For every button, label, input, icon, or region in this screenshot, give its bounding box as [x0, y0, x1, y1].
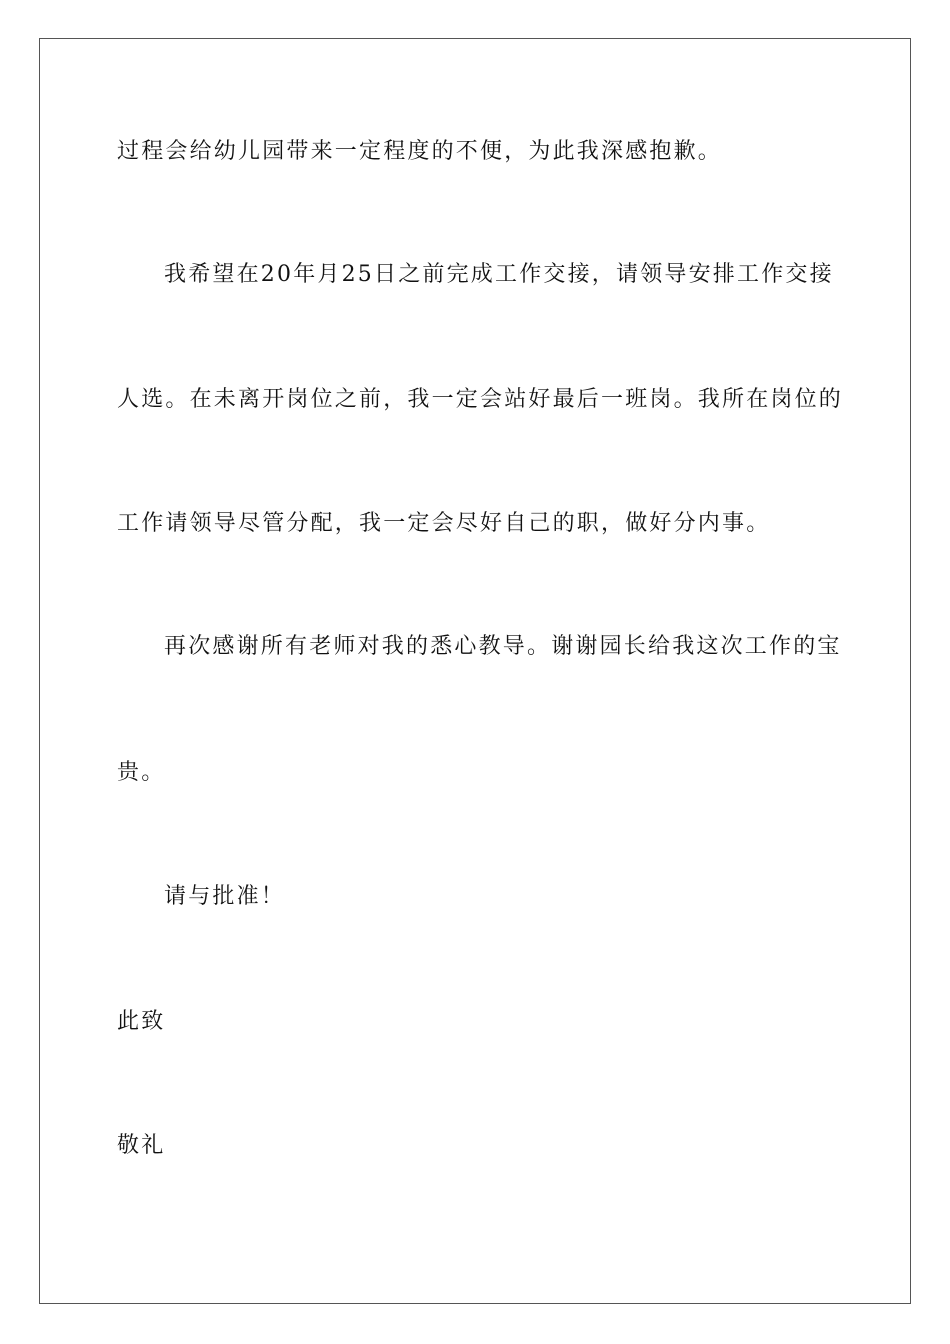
closing-regards: 敬礼: [117, 1133, 166, 1158]
closing-salutation: 此致: [117, 1009, 166, 1034]
text-line-1: 过程会给幼儿园带来一定程度的不便，为此我深感抱歉。: [117, 139, 723, 164]
text-line-3: 人选。在未离开岗位之前，我一定会站好最后一班岗。我所在岗位的: [117, 387, 844, 412]
text-line-7: 请与批准！: [164, 884, 286, 909]
text-line-6: 贵。: [117, 760, 166, 785]
text-line-4: 工作请领导尽管分配，我一定会尽好自己的职，做好分内事。: [117, 511, 771, 536]
text-line-5: 再次感谢所有老师对我的悉心教导。谢谢园长给我这次工作的宝: [164, 634, 842, 659]
page-frame: [39, 38, 911, 1304]
text-line-2: 我希望在20年月25日之前完成工作交接，请领导安排工作交接: [164, 262, 834, 287]
